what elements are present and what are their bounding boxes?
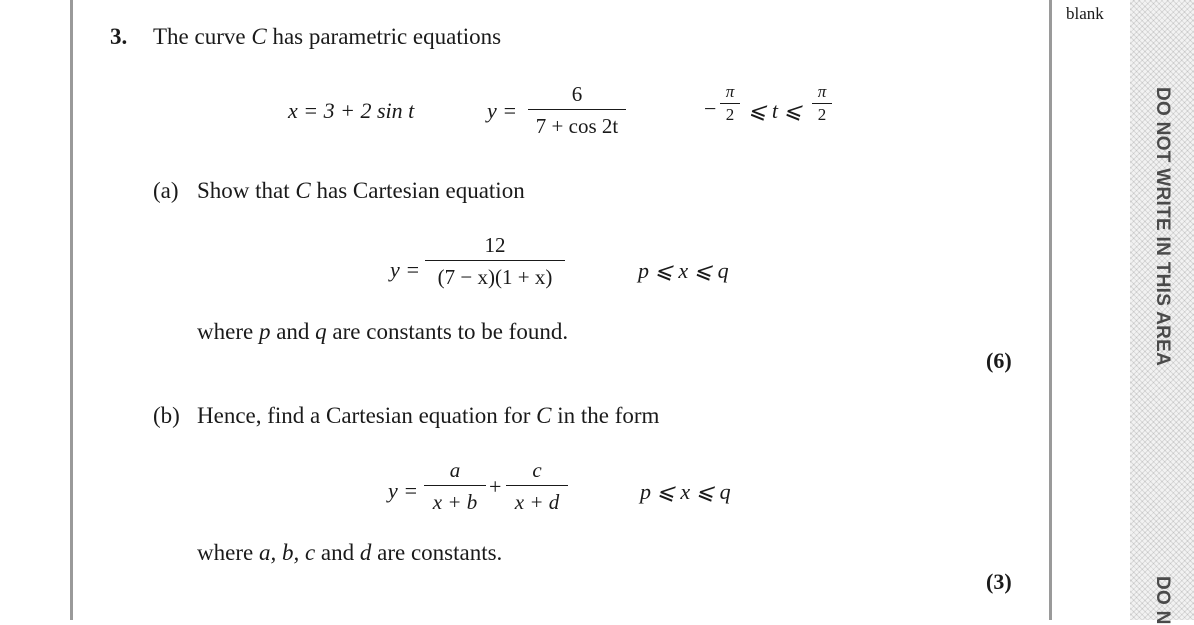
- part-b-text-var: C: [536, 403, 552, 428]
- equation-y-lhs: y =: [487, 98, 518, 123]
- part-a-where-p: p: [258, 319, 271, 344]
- equation-x: x = 3 + 2 sin t: [288, 98, 415, 123]
- part-a-eq-lhs: y =: [390, 257, 421, 282]
- range-middle: ⩽ t ⩽: [748, 98, 802, 123]
- do-not-write-warning: DO NOT WRITE IN THIS AREA: [1152, 87, 1173, 367]
- range-pi-left: π: [725, 82, 735, 101]
- equation-y-fraction: [528, 82, 626, 139]
- question-intro: [153, 24, 501, 50]
- do-not-write-warning-bottom: DO N: [1152, 576, 1173, 625]
- part-a-label: (a): [153, 178, 179, 203]
- part-b-text: [197, 403, 659, 429]
- part-b-where-and: and: [315, 540, 360, 565]
- part-a-where: [197, 319, 568, 345]
- part-b-where-vars: a, b, c: [258, 540, 316, 565]
- part-b-plus: +: [489, 474, 502, 499]
- part-b-marks: (3): [986, 569, 1012, 594]
- question-number: 3.: [110, 24, 128, 49]
- right-page-border: [1049, 0, 1052, 620]
- part-b-range: p ⩽ x ⩽ q: [640, 479, 731, 504]
- part-a-text-prefix: Show that: [197, 178, 296, 203]
- part-b-eq-lhs: y =: [388, 478, 419, 503]
- blank-label: blank: [1066, 4, 1104, 23]
- part-b-frac2-numerator: c: [532, 458, 542, 482]
- equation-y-denominator: 7 + cos 2t: [535, 114, 619, 139]
- part-a-where-prefix: where: [197, 319, 259, 344]
- range-two-right: 2: [817, 105, 827, 125]
- part-b-where-suffix: are constants.: [371, 540, 503, 565]
- part-a-marks: (6): [986, 348, 1012, 373]
- part-a-text-var: C: [295, 178, 311, 203]
- part-b-frac2-denominator: x + d: [514, 490, 560, 515]
- left-page-border: [70, 0, 73, 620]
- part-a-numerator: 12: [484, 233, 506, 257]
- part-b-text-prefix: Hence, find a Cartesian equation for: [197, 403, 537, 428]
- range-two-left: 2: [725, 105, 735, 125]
- part-b-frac1-numerator: a: [449, 458, 461, 482]
- part-a-where-q: q: [315, 319, 327, 344]
- part-a-where-and: and: [270, 319, 316, 344]
- range-fraction-left: [720, 82, 740, 125]
- part-b-where-prefix: where: [197, 540, 259, 565]
- part-a-range: p ⩽ x ⩽ q: [638, 258, 729, 283]
- equation-y-numerator: 6: [571, 82, 583, 106]
- intro-var: C: [251, 24, 267, 49]
- part-b-fraction-1: [424, 458, 486, 515]
- part-b-where-d: d: [359, 540, 372, 565]
- intro-prefix: The curve: [153, 24, 252, 49]
- part-b-label: (b): [153, 403, 180, 428]
- part-a-where-suffix: are constants to be found.: [326, 319, 569, 344]
- part-b-where: [197, 540, 502, 566]
- part-a-denominator: (7 − x)(1 + x): [437, 265, 553, 290]
- range-minus: −: [704, 96, 717, 121]
- part-a-text: [197, 178, 525, 204]
- range-fraction-right: [812, 82, 832, 125]
- part-a-fraction: [425, 233, 565, 290]
- range-pi-right: π: [817, 82, 827, 101]
- intro-suffix: has parametric equations: [266, 24, 502, 49]
- part-b-text-suffix: in the form: [551, 403, 660, 428]
- part-b-fraction-2: [506, 458, 568, 515]
- part-a-text-suffix: has Cartesian equation: [310, 178, 525, 203]
- part-b-frac1-denominator: x + b: [432, 490, 478, 515]
